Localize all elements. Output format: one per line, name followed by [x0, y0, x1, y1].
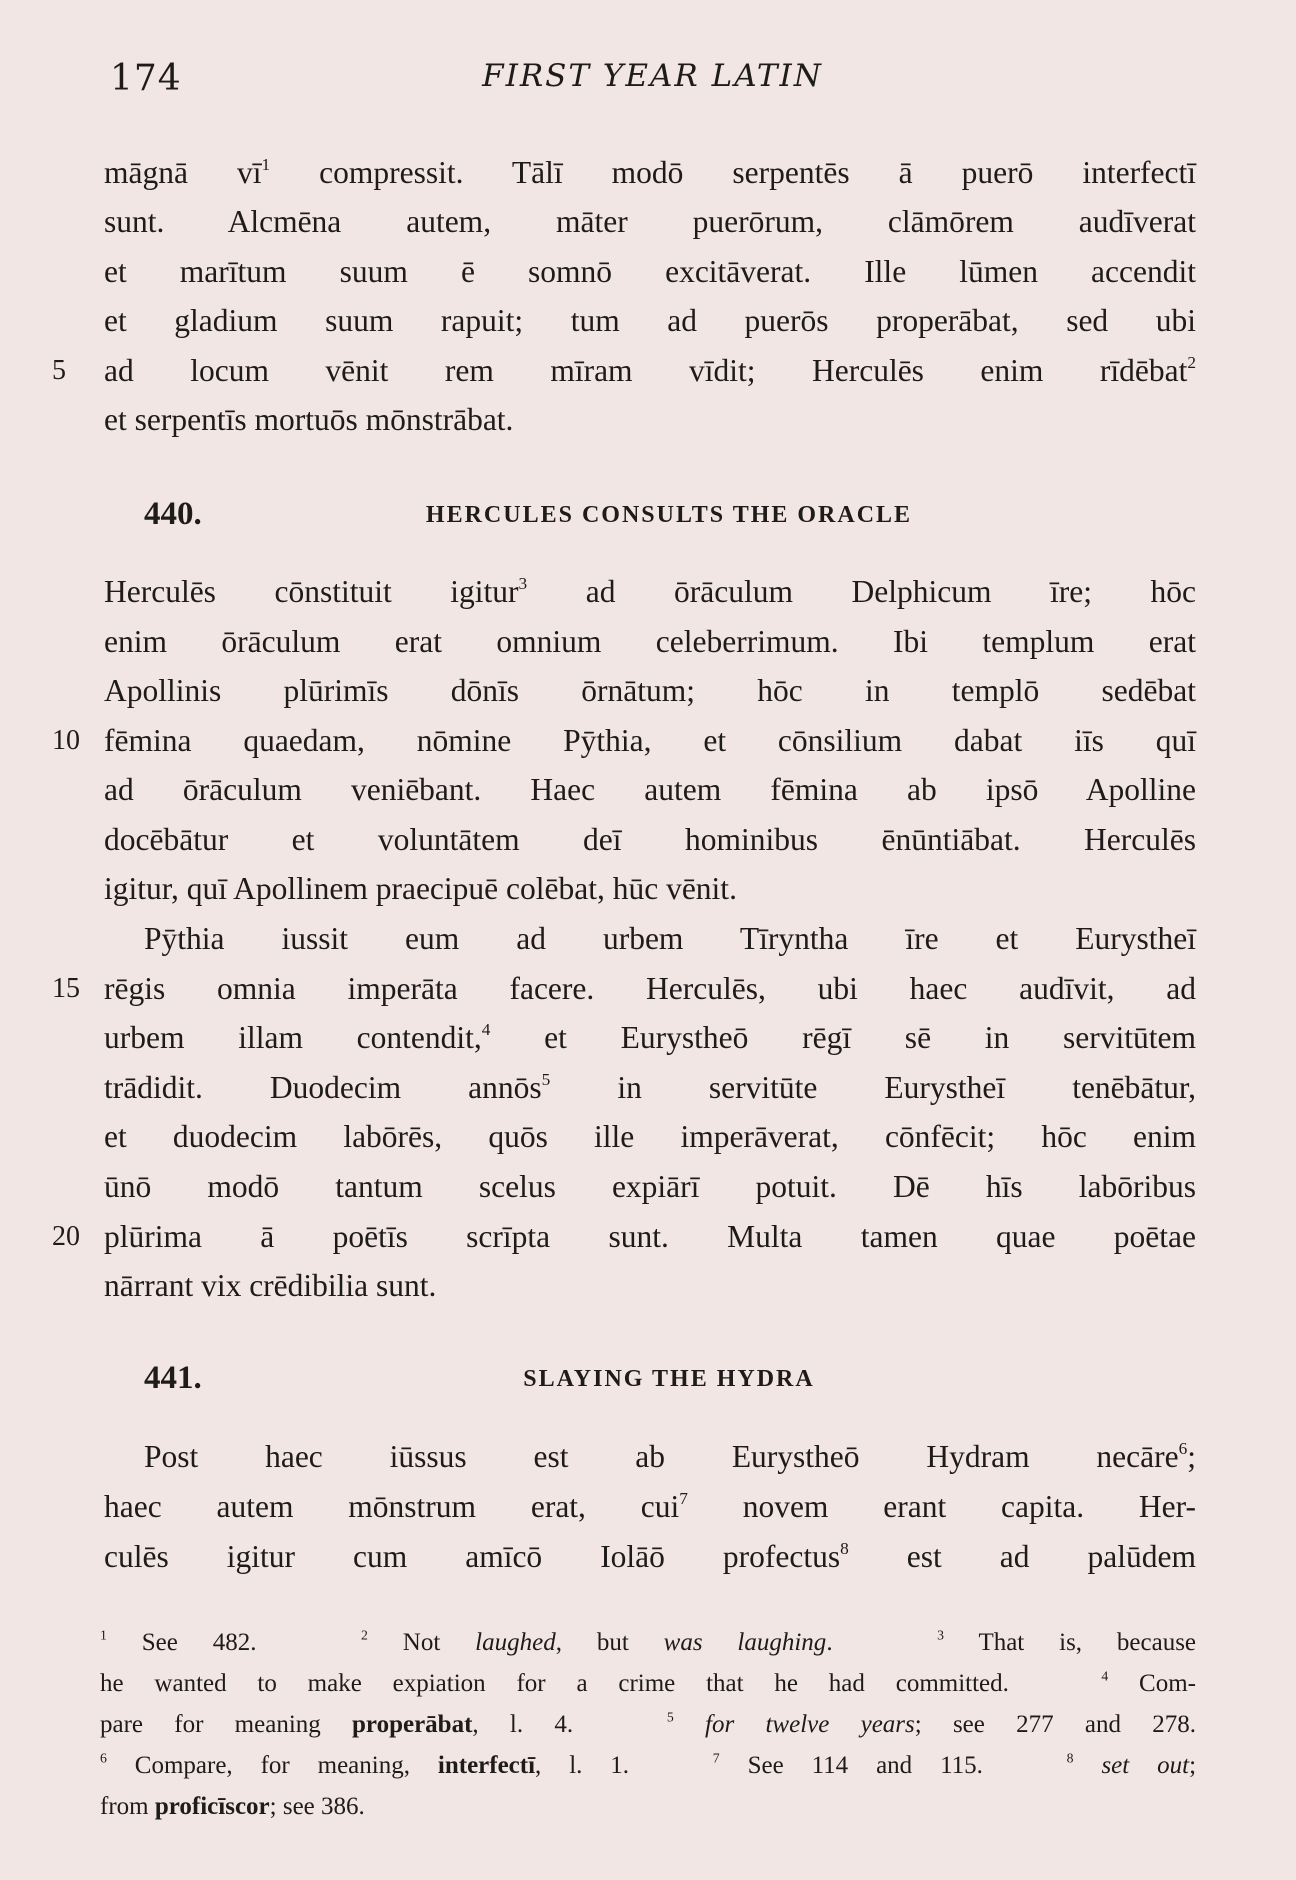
section-line: nārrant vix crēdibilia sunt.: [104, 1268, 437, 1303]
footnote-line: he wanted to make expiation for a crime that he had committed. $^4$ Com-: [100, 1668, 1196, 1697]
section-line: plūrima ā poētīs scrīpta sunt. Multa tamen quae poētae: [104, 1219, 1196, 1254]
section-line: trādidit. Duodecim annōs$^5$ in servitūte Eurystheī tenēbātur,: [104, 1070, 1196, 1105]
footnote-line: $^1$ See 482. $^2$ Not laughed, but was laughing. $^3$ That is, because: [100, 1627, 1197, 1656]
line-number: 5: [52, 355, 66, 386]
footnote-line: pare for meaning properābat, l. 4. $^5$ for twelve years; see 277 and 278.: [100, 1709, 1196, 1738]
page-number: 174: [110, 58, 182, 99]
section-line: igitur, quī Apollinem praecipuē colēbat, hūc vēnit.: [104, 871, 737, 906]
page-header: [110, 58, 1195, 108]
line-number: 15: [52, 973, 80, 1004]
section-title: SLAYING THE HYDRA: [523, 1366, 815, 1392]
section-line: et duodecim labōrēs, quōs ille imperāverat, cōnfēcit; hōc enim: [104, 1119, 1196, 1154]
footnote-line: $^6$ Compare, for meaning, interfectī, l. 1. $^7$ See 114 and 115. $^8$ set out;: [100, 1750, 1197, 1779]
body-line: et marītum suum ē somnō excitāverat. Ille lūmen accendit: [104, 254, 1196, 289]
section-line: rēgis omnia imperāta facere. Herculēs, ubi haec audīvit, ad: [104, 971, 1196, 1006]
section-line: fēmina quaedam, nōmine Pӯthia, et cōnsilium dabat iīs quī: [104, 723, 1196, 758]
running-title: FIRST YEAR LATIN: [482, 58, 823, 94]
section-line: haec autem mōnstrum erat, cui$^7$ novem erant capita. Her-: [104, 1489, 1196, 1524]
section-line: Apollinis plūrimīs dōnīs ōrnātum; hōc in templō sedēbat: [104, 673, 1196, 708]
body-line: ad locum vēnit rem mīram vīdit; Herculēs enim rīdēbat$^2$: [104, 353, 1196, 388]
section-line: ūnō modō tantum scelus expiārī potuit. Dē hīs labōribus: [104, 1169, 1196, 1204]
line-number: 20: [52, 1221, 80, 1252]
section-line: enim ōrāculum erat omnium celeberrimum. Ibi templum erat: [104, 624, 1196, 659]
body-line: sunt. Alcmēna autem, māter puerōrum, clāmōrem audīverat: [104, 204, 1196, 239]
section-line: culēs igitur cum amīcō Iolāō profectus$^8$ est ad palūdem: [104, 1539, 1196, 1574]
line-number: 10: [52, 725, 80, 756]
section-number: 440.: [144, 496, 202, 532]
section-number: 441.: [144, 1360, 202, 1396]
section-line: Pӯthia iussit eum ad urbem Tīryntha īre et Eurystheī: [144, 921, 1196, 956]
body-line: et serpentīs mortuōs mōnstrābat.: [104, 402, 514, 437]
section-line: docēbātur et voluntātem deī hominibus ēnūntiābat. Herculēs: [104, 822, 1196, 857]
body-line: māgnā $vī^1$ compressit. Tālī modō serpentēs ā puerō interfectī: [104, 155, 1197, 190]
footnote-line: from proficīscor; see 386.: [100, 1793, 365, 1820]
section-heading: [144, 496, 1194, 536]
section-line: Herculēs cōnstituit igitur$^3$ ad ōrāculum Delphicum īre; hōc: [104, 574, 1197, 609]
section-title: HERCULES CONSULTS THE ORACLE: [425, 502, 913, 528]
section-line: ad ōrāculum veniēbant. Haec autem fēmina ab ipsō Apolline: [104, 772, 1196, 807]
section-line: urbem illam contendit,$^4$ et Eurystheō rēgī sē in servitūtem: [104, 1020, 1196, 1055]
section-line: Post haec iūssus est ab Eurystheō Hydram necāre$^6$;: [144, 1439, 1196, 1474]
body-line: et gladium suum rapuit; tum ad puerōs properābat, sed ubi: [104, 303, 1196, 338]
section-heading: [144, 1360, 1194, 1400]
